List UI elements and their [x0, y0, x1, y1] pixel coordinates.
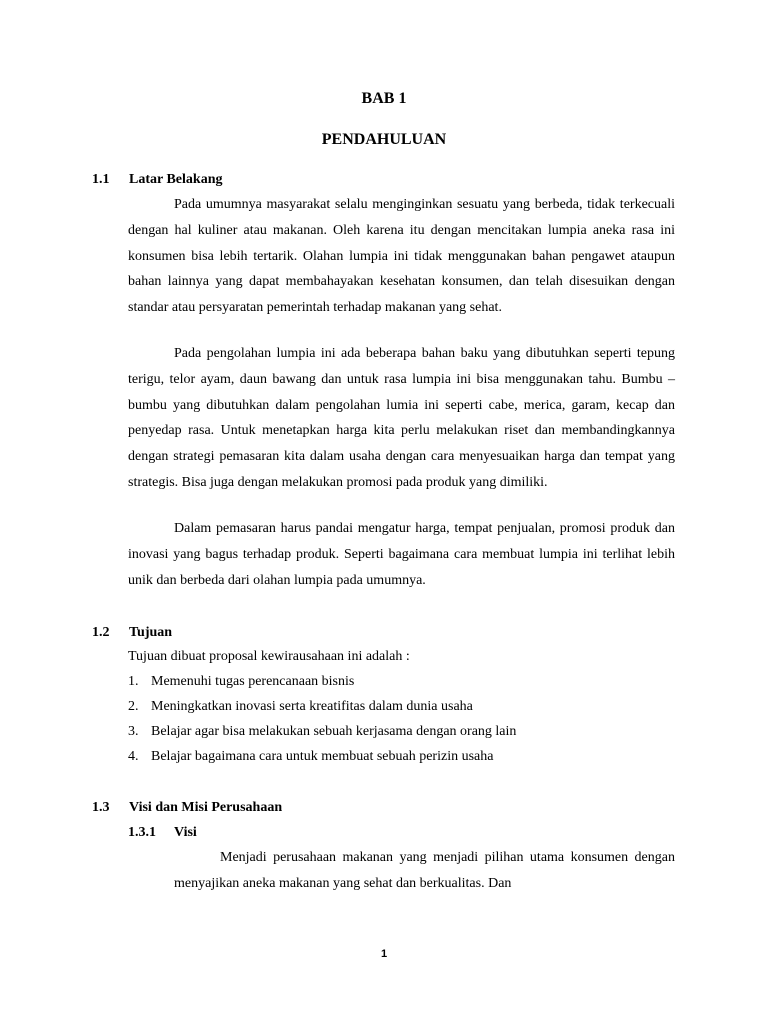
section-number: 1.3: [92, 800, 110, 815]
section-heading-visi-misi: [92, 799, 282, 817]
section-number: 1.1: [92, 172, 110, 187]
list-item: 1. Memenuhi tugas perencanaan bisnis: [128, 674, 355, 689]
paragraph-latar-belakang-1: Pada umumnya masyarakat selalu menginginkan sesuatu yang berbeda, tidak terkecuali dengan hal kuliner atau makanan. Oleh karena itu dengan mencitakan lumpia aneka rasa ini konsumen bisa lebih tertarik. Olahan lumpia ini tidak menggunakan bahan pengawet ataupun bahan lainnya yang dapat membahayakan kesehatan konsumen, dan telah disesuikan dengan standar atau persyaratan pemerintah terhadap makanan yang sehat.: [128, 197, 675, 316]
section-heading-tujuan: [92, 624, 172, 642]
subsection-heading-visi: [128, 824, 197, 842]
list-item: 4. Belajar bagaimana cara untuk membuat sebuah perizin usaha: [128, 749, 494, 764]
chapter-label: BAB 1: [361, 90, 407, 107]
subsection-title: Visi: [174, 825, 197, 840]
section-title: Latar Belakang: [129, 172, 223, 187]
list-item: 3. Belajar agar bisa melakukan sebuah kerjasama dengan orang lain: [128, 724, 517, 739]
tujuan-list: [128, 669, 516, 769]
section-number: 1.2: [92, 625, 110, 640]
chapter-title: PENDAHULUAN: [321, 131, 447, 148]
paragraph-latar-belakang-3: Dalam pemasaran harus pandai mengatur harga, tempat penjualan, promosi produk dan inovasi yang bagus terhadap produk. Seperti bagaimana cara membuat lumpia ini terlihat lebih unik dan berbeda dari olahan lumpia pada umumnya.: [128, 521, 675, 588]
section-heading-latar-belakang: [92, 171, 222, 189]
section-title: Tujuan: [129, 625, 173, 640]
list-item: 2. Meningkatkan inovasi serta kreatifitas dalam dunia usaha: [128, 699, 473, 714]
tujuan-intro: Tujuan dibuat proposal kewirausahaan ini adalah :: [128, 649, 410, 664]
page-number: 1: [380, 948, 388, 960]
paragraph-visi: Menjadi perusahaan makanan yang menjadi pilihan utama konsumen dengan menyajikan aneka makanan yang sehat dan berkualitas. Dan: [174, 850, 675, 891]
subsection-number: 1.3.1: [128, 825, 156, 840]
section-title: Visi dan Misi Perusahaan: [129, 800, 283, 815]
paragraph-latar-belakang-2: Pada pengolahan lumpia ini ada beberapa bahan baku yang dibutuhkan seperti tepung terigu, telor ayam, daun bawang dan untuk rasa lumpia ini bisa menggunakan tahu. Bumbu – bumbu yang dibutuhkan dalam pengolahan lumia ini seperti cabe, merica, garam, kecap dan penyedap rasa. Untuk menetapkan harga kita perlu melakukan riset dan membandingkannya dengan strategi pemasaran kita dalam usaha dengan cara menyesuaikan harga dan tempat yang strategis. Bisa juga dengan melakukan promosi pada produk yang dimiliki.: [128, 346, 675, 490]
